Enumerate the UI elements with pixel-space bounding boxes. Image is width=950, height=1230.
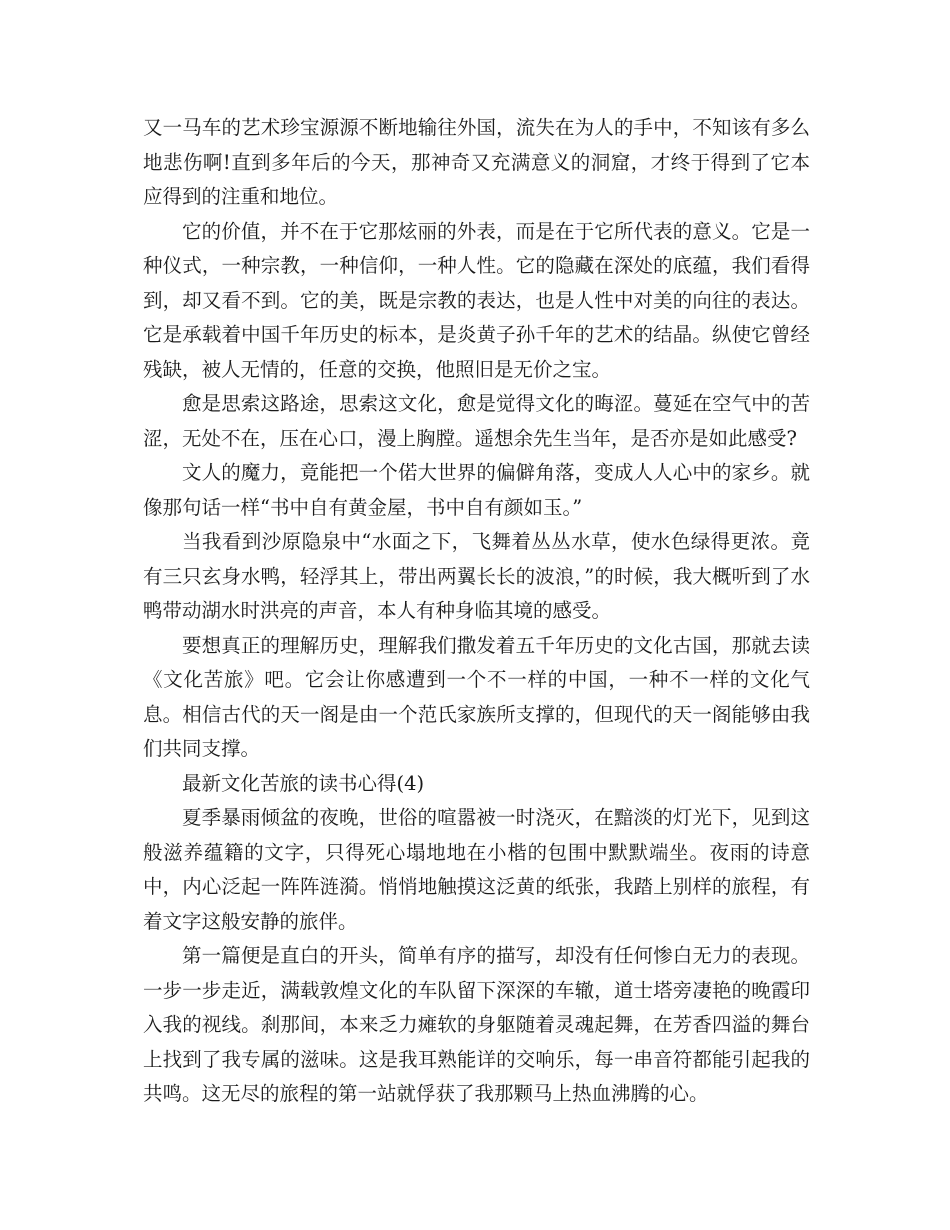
paragraph-value-of-grottoes: 它的价值，并不在于它那炫丽的外表，而是在于它所代表的意义。它是一种仪式，一种宗教，一种信仰，一种人性。它的隐藏在深处的底蕴，我们看得到，却又看不到。它的美，既是宗教的表达，也是人性中对美的向往的表达。它是承载着中国千年历史的标本，是炎黄子孙千年的艺术的结晶。纵使它曾经残缺，被人无情的，任意的交换，他照旧是无价之宝。: [143, 219, 810, 381]
paragraph-desert-spring: 当我看到沙原隐泉中“水面之下，飞舞着丛丛水草，使水色绿得更浓。竟有三只玄身水鸭，轻浮其上，带出两翼长长的波浪，”的时候，我大概听到了水鸭带动湖水时洪亮的声音，本人有种身临其境的感受。: [143, 530, 810, 622]
paragraph-continuation: 又一马车的艺术珍宝源源不断地输往外国，流失在为人的手中，不知该有多么地悲伤啊!直到多年后的今天，那神奇又充满意义的洞窟，才终于得到了它本应得到的注重和地位。: [143, 116, 810, 208]
paragraph-understand-history: 要想真正的理解历史，理解我们撒发着五千年历史的文化古国，那就去读《文化苦旅》吧。它会让你感遭到一个不一样的中国，一种不一样的文化气息。相信古代的天一阁是由一个范氏家族所支撑的，但现代的天一阁能够由我们共同支撑。: [143, 633, 810, 760]
paragraph-first-chapter: 第一篇便是直白的开头，简单有序的描写，却没有任何惨白无力的表现。一步一步走近，满载敦煌文化的车队留下深深的车辙，道士塔旁凄艳的晚霞印入我的视线。刹那间，本来乏力瘫软的身躯随着灵魂起舞，在芳香四溢的舞台上找到了我专属的滋味。这是我耳熟能详的交响乐，每一串音符都能引起我的共鸣。这无尽的旅程的第一站就俘获了我那颗马上热血沸腾的心。: [143, 944, 810, 1105]
paragraph-summer-night: 夏季暴雨倾盆的夜晚，世俗的喧嚣被一时浇灭，在黯淡的灯光下，见到这般滋养蕴籍的文字，只得死心塌地地在小楷的包围中默默端坐。夜雨的诗意中，内心泛起一阵阵涟漪。悄悄地触摸这泛黄的纸张，我踏上别样的旅程，有着文字这般安静的旅伴。: [143, 806, 810, 933]
section-heading: 最新文化苦旅的读书心得(4): [182, 771, 425, 795]
paragraph-bitterness-of-culture: 愈是思索这路途，思索这文化，愈是觉得文化的晦涩。蔓延在空气中的苦涩，无处不在，压在心口，漫上胸膛。遥想余先生当年，是否亦是如此感受?: [143, 392, 810, 450]
paragraph-power-of-literati: 文人的魔力，竟能把一个偌大世界的偏僻角落，变成人人心中的家乡。就像那句话一样“书中自有黄金屋，书中自有颜如玉。”: [143, 461, 810, 519]
